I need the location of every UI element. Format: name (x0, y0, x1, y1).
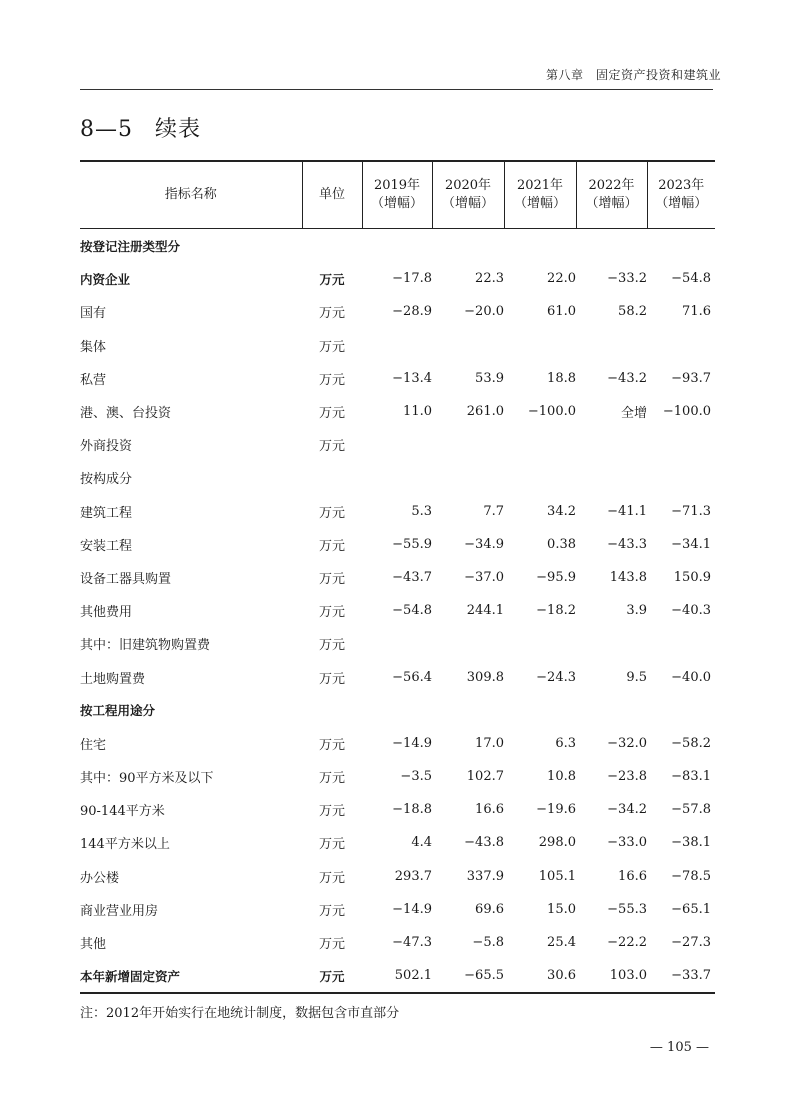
row-label: 住宅 (80, 737, 107, 753)
value-cell-2021: 105.1 (538, 868, 576, 884)
value-cell-2021 (504, 329, 576, 362)
value-cell-2019: −56.4 (392, 669, 432, 685)
row-unit: 万元 (318, 737, 345, 753)
col-header-2023: 2023年 （增幅） (647, 161, 715, 229)
value-cell-2020: 22.3 (475, 271, 504, 287)
row-label: 本年新增固定资产 (80, 968, 181, 984)
value-cell-2022: −43.2 (607, 370, 647, 386)
value-cell-2022: −34.2 (607, 802, 647, 818)
value-cell-2020: 16.6 (475, 802, 504, 818)
value-cell-2022 (576, 229, 647, 263)
value-cell-2021 (504, 627, 576, 660)
row-unit: 万元 (318, 837, 345, 853)
row-unit: 万元 (319, 271, 345, 287)
value-cell-2023: −83.1 (671, 769, 711, 785)
value-cell-2023 (647, 694, 715, 727)
row-unit: 万元 (318, 903, 345, 919)
value-cell-2022 (576, 461, 647, 494)
value-cell-2023: −78.5 (671, 868, 711, 884)
value-cell-2019: −13.4 (392, 370, 432, 386)
value-cell-2019 (362, 461, 432, 494)
row-label: 国有 (80, 306, 107, 322)
value-cell-2022 (576, 329, 647, 362)
value-cell-2022: −22.2 (607, 935, 647, 951)
value-cell-2023 (647, 229, 715, 263)
value-cell-2023 (647, 329, 715, 362)
value-cell-2023 (647, 627, 715, 660)
value-cell-2019 (362, 428, 432, 461)
row-label: 私营 (80, 372, 107, 388)
value-cell-2023: 71.6 (682, 304, 711, 320)
value-cell-2022: −33.0 (607, 835, 647, 851)
value-cell-2020: 7.7 (483, 503, 504, 519)
table-row (80, 362, 715, 395)
value-cell-2020: 261.0 (466, 404, 504, 420)
table-row (80, 495, 715, 528)
table-row (80, 262, 715, 295)
row-unit: 万元 (319, 968, 345, 984)
value-cell-2020 (432, 627, 504, 660)
value-cell-2023: −40.0 (671, 669, 711, 685)
value-cell-2019: 502.1 (394, 968, 432, 984)
value-cell-2021 (504, 229, 576, 263)
value-cell-2019: −55.9 (392, 536, 432, 552)
value-cell-2021 (504, 694, 576, 727)
value-cell-2020: 69.6 (475, 901, 504, 917)
value-cell-2019: 5.3 (411, 503, 432, 519)
row-label: 按工程用途分 (80, 703, 156, 719)
col-header-2022: 2022年 （增幅） (576, 161, 647, 229)
value-cell-2023: −93.7 (671, 370, 711, 386)
row-unit: 万元 (318, 671, 345, 687)
value-cell-2023: −58.2 (671, 735, 711, 751)
value-cell-2019 (362, 627, 432, 660)
row-label: 建筑工程 (80, 505, 133, 521)
row-label: 90-144平方米 (80, 804, 165, 820)
value-cell-2020 (432, 329, 504, 362)
table-row (80, 229, 715, 263)
value-cell-2019 (362, 229, 432, 263)
value-cell-2023: −65.1 (671, 901, 711, 917)
value-cell-2020: −20.0 (464, 304, 504, 320)
value-cell-2021: 18.8 (547, 370, 576, 386)
value-cell-2019: −3.5 (400, 769, 432, 785)
row-unit: 万元 (318, 804, 345, 820)
row-unit: 万元 (318, 339, 345, 355)
row-unit: 万元 (318, 372, 345, 388)
table-header-row (80, 161, 715, 229)
row-unit: 万元 (318, 870, 345, 886)
value-cell-2021: 25.4 (547, 935, 576, 951)
value-cell-2023: −71.3 (671, 503, 711, 519)
value-cell-2021: 15.0 (547, 901, 576, 917)
row-label: 其他费用 (80, 605, 133, 621)
row-label: 安装工程 (80, 538, 133, 554)
row-label: 内资企业 (80, 271, 131, 287)
value-cell-2023: −34.1 (671, 536, 711, 552)
value-cell-2022: −32.0 (607, 735, 647, 751)
row-unit (302, 229, 362, 263)
table-row (80, 793, 715, 826)
value-cell-2019: 4.4 (411, 835, 432, 851)
value-cell-2022: 全增 (620, 406, 647, 422)
value-cell-2022 (576, 627, 647, 660)
value-cell-2021: 6.3 (555, 735, 576, 751)
value-cell-2022: 103.0 (609, 968, 647, 984)
table-row (80, 561, 715, 594)
table-row (80, 660, 715, 693)
page-number: — 105 — (649, 1040, 709, 1055)
value-cell-2022: −55.3 (607, 901, 647, 917)
data-table (80, 160, 715, 994)
table-row (80, 893, 715, 926)
table-row (80, 395, 715, 428)
value-cell-2022: 3.9 (626, 603, 647, 619)
table-title-text: 续表 (155, 117, 202, 142)
value-cell-2019: −47.3 (392, 935, 432, 951)
value-cell-2019: −43.7 (392, 569, 432, 585)
row-unit: 万元 (318, 406, 345, 422)
row-unit: 万元 (318, 571, 345, 587)
value-cell-2021: 30.6 (547, 968, 576, 984)
table-row (80, 959, 715, 993)
value-cell-2023 (647, 428, 715, 461)
table-row (80, 627, 715, 660)
value-cell-2022: 58.2 (618, 304, 647, 320)
chapter-header: 第八章 固定资产投资和建筑业 (545, 68, 721, 82)
row-label: 144平方米以上 (80, 837, 170, 853)
row-label: 其中：旧建筑物购置费 (80, 638, 211, 654)
row-label: 办公楼 (80, 870, 120, 886)
value-cell-2022 (576, 694, 647, 727)
value-cell-2019 (362, 694, 432, 727)
value-cell-2020: 244.1 (466, 603, 504, 619)
value-cell-2020: 102.7 (466, 769, 504, 785)
table-row (80, 860, 715, 893)
value-cell-2023 (647, 461, 715, 494)
value-cell-2019 (362, 329, 432, 362)
row-label: 其他 (80, 937, 107, 953)
row-label: 设备工器具购置 (80, 571, 172, 587)
row-unit (302, 694, 362, 727)
row-unit (302, 461, 362, 494)
row-label: 港、澳、台投资 (80, 406, 172, 422)
table-row (80, 528, 715, 561)
col-header-unit: 单位 (302, 161, 362, 229)
header-rule (80, 89, 713, 90)
value-cell-2021: 298.0 (538, 835, 576, 851)
value-cell-2021 (504, 428, 576, 461)
value-cell-2019: 293.7 (394, 868, 432, 884)
value-cell-2021: 0.38 (547, 536, 576, 552)
value-cell-2021: 34.2 (547, 503, 576, 519)
value-cell-2023: −54.8 (671, 271, 711, 287)
table-row (80, 694, 715, 727)
value-cell-2021: 22.0 (547, 271, 576, 287)
row-label: 外商投资 (80, 439, 133, 455)
value-cell-2020 (432, 229, 504, 263)
row-unit: 万元 (318, 505, 345, 521)
col-header-indicator: 指标名称 (80, 161, 302, 229)
value-cell-2020: 337.9 (466, 868, 504, 884)
value-cell-2021: −95.9 (536, 569, 576, 585)
value-cell-2019: −17.8 (392, 271, 432, 287)
value-cell-2020 (432, 461, 504, 494)
value-cell-2023: −57.8 (671, 802, 711, 818)
value-cell-2022: −41.1 (607, 503, 647, 519)
table-title (80, 112, 201, 143)
value-cell-2020 (432, 694, 504, 727)
row-label: 集体 (80, 339, 107, 355)
value-cell-2021: 61.0 (547, 304, 576, 320)
table-row (80, 926, 715, 959)
row-unit: 万元 (318, 605, 345, 621)
value-cell-2021: −19.6 (536, 802, 576, 818)
row-unit: 万元 (318, 638, 345, 654)
row-label: 按登记注册类型分 (80, 238, 181, 254)
value-cell-2020: 17.0 (475, 735, 504, 751)
table-row (80, 727, 715, 760)
row-unit: 万元 (318, 439, 345, 455)
value-cell-2022: 143.8 (609, 569, 647, 585)
value-cell-2023: −100.0 (662, 404, 711, 420)
row-unit: 万元 (318, 771, 345, 787)
value-cell-2023: 150.9 (673, 569, 711, 585)
table-row (80, 760, 715, 793)
value-cell-2023: −38.1 (671, 835, 711, 851)
value-cell-2019: −28.9 (392, 304, 432, 320)
value-cell-2021: −24.3 (536, 669, 576, 685)
value-cell-2023: −33.7 (671, 968, 711, 984)
value-cell-2020: −34.9 (464, 536, 504, 552)
value-cell-2022: −23.8 (607, 769, 647, 785)
table-row (80, 826, 715, 859)
col-header-2019: 2019年 （增幅） (362, 161, 432, 229)
value-cell-2021: −18.2 (536, 603, 576, 619)
value-cell-2023: −27.3 (671, 935, 711, 951)
row-label: 商业营业用房 (80, 903, 159, 919)
value-cell-2023: −40.3 (671, 603, 711, 619)
table-row (80, 594, 715, 627)
value-cell-2021: 10.8 (547, 769, 576, 785)
value-cell-2022: −33.2 (607, 271, 647, 287)
value-cell-2019: −14.9 (392, 901, 432, 917)
value-cell-2020: −37.0 (464, 569, 504, 585)
footnote: 注：2012年开始实行在地统计制度，数据包含市直部分 (80, 1006, 400, 1021)
value-cell-2022: 9.5 (626, 669, 647, 685)
value-cell-2019: −54.8 (392, 603, 432, 619)
value-cell-2021: −100.0 (527, 404, 576, 420)
table-row (80, 428, 715, 461)
row-unit: 万元 (318, 306, 345, 322)
table-row (80, 329, 715, 362)
table-row (80, 461, 715, 494)
value-cell-2022 (576, 428, 647, 461)
value-cell-2019: −18.8 (392, 802, 432, 818)
value-cell-2019: 11.0 (403, 404, 432, 420)
table-number: 8—5 (80, 117, 133, 142)
row-unit: 万元 (318, 937, 345, 953)
row-label: 按构成分 (80, 472, 133, 488)
value-cell-2020: −5.8 (472, 935, 504, 951)
row-unit: 万元 (318, 538, 345, 554)
value-cell-2021 (504, 461, 576, 494)
value-cell-2020: 53.9 (475, 370, 504, 386)
value-cell-2019: −14.9 (392, 735, 432, 751)
value-cell-2022: 16.6 (618, 868, 647, 884)
row-label: 其中：90平方米及以下 (80, 771, 214, 787)
value-cell-2022: −43.3 (607, 536, 647, 552)
value-cell-2020: −43.8 (464, 835, 504, 851)
value-cell-2020: −65.5 (464, 968, 504, 984)
value-cell-2020 (432, 428, 504, 461)
table-row (80, 295, 715, 328)
col-header-2020: 2020年 （增幅） (432, 161, 504, 229)
row-label: 土地购置费 (80, 671, 146, 687)
value-cell-2020: 309.8 (466, 669, 504, 685)
col-header-2021: 2021年 （增幅） (504, 161, 576, 229)
